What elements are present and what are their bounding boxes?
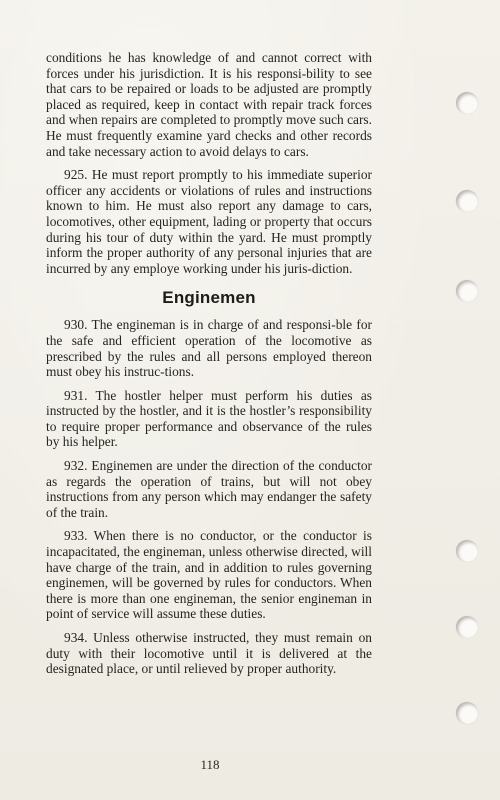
- paragraph-925: 925. He must report promptly to his immediate superior officer any accidents or violations of rules and instructions known to him. He must also report any damage to cars, locomotives, other equipment, lading or property that occurs during his tour of duty within the yard. He must promptly inform the proper authority of any personal injuries that are incurred by any employe working under his juris-diction.: [46, 167, 372, 276]
- page-number: 118: [200, 757, 220, 772]
- binder-hole: [456, 702, 478, 724]
- binder-hole: [456, 190, 478, 212]
- binder-hole: [456, 92, 478, 114]
- page-body: [46, 50, 372, 677]
- section-heading: Enginemen: [162, 288, 256, 308]
- paragraph-930: 930. The engineman is in charge of and responsi-ble for the safe and efficient operation of the locomotive as prescribed by the rules and all persons employed thereon must obey his instruc-tions.: [46, 317, 372, 380]
- binder-hole: [456, 280, 478, 302]
- binder-hole: [456, 616, 478, 638]
- paragraph-933: 933. When there is no conductor, or the conductor is incapacitated, the engineman, unless otherwise directed, will have charge of the train, and in addition to rules governing enginemen, will be governed by rules for conductors. When there is more than one engineman, the senior engineman in point of service will assume these duties.: [46, 528, 372, 622]
- paragraph-931: 931. The hostler helper must perform his duties as instructed by the hostler, and it is the hostler’s responsibility to require proper performance and observance of the rules by his helper.: [46, 387, 372, 450]
- paragraph-932: 932. Enginemen are under the direction of the conductor as regards the operation of trains, but will not obey instructions from any person which may endanger the safety of the train.: [46, 458, 372, 520]
- paragraph-continued: conditions he has knowledge of and cannot correct with forces under his jurisdiction. It is his responsi-bility to see that cars to be repaired or loads to be adjusted are promptly placed as required, keep in contact with repair track forces and when repairs are completed to promptly move such cars. He must frequently examine yard checks and other records and take necessary action to avoid delays to cars.: [46, 50, 372, 159]
- paragraph-934: 934. Unless otherwise instructed, they must remain on duty with their locomotive until it is delivered at the designated place, or until relieved by proper authority.: [46, 630, 372, 677]
- binder-hole: [456, 540, 478, 562]
